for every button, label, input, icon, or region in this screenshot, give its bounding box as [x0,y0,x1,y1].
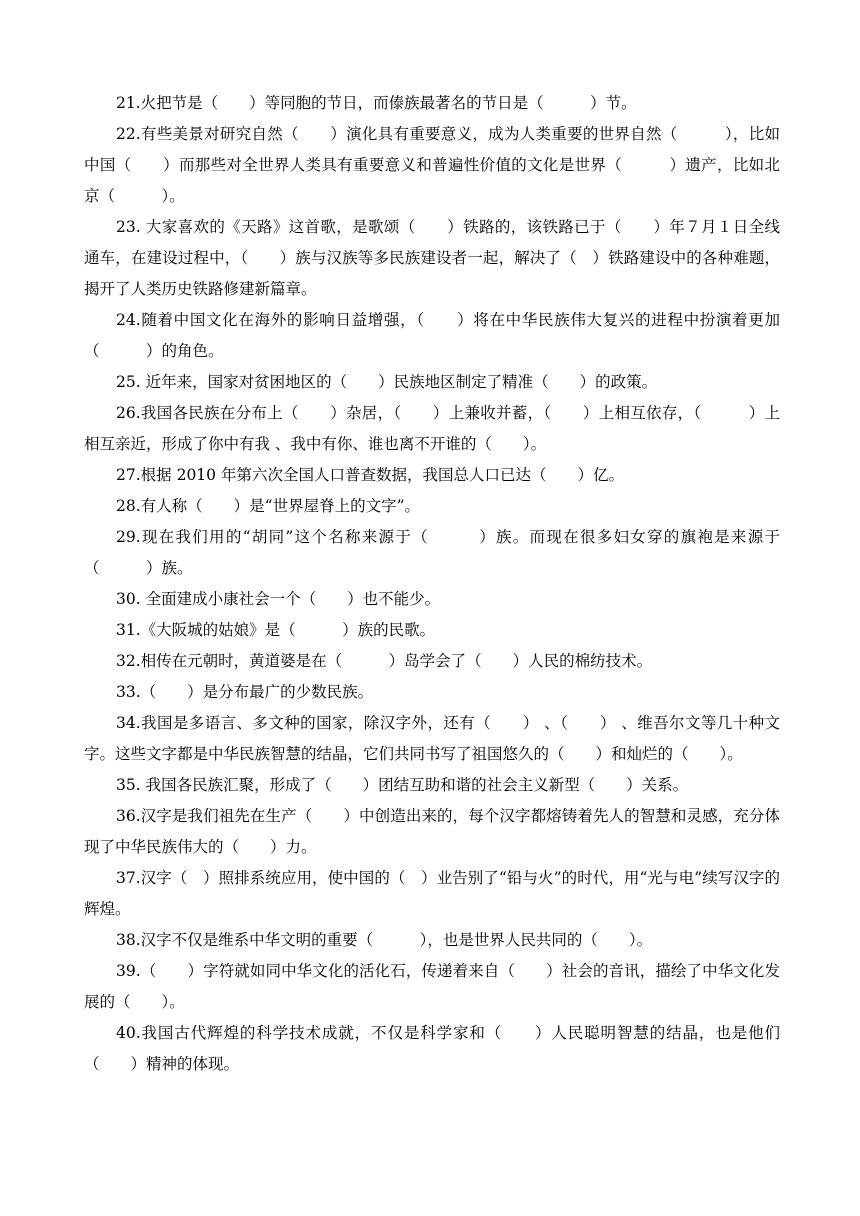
question-21: 21.火把节是（ ）等同胞的节日，而傣族最著名的节日是（ ）节。 [116,94,637,112]
question-27: 27.根据 2010 年第六次全国人口普查数据，我国总人口已达（ ）亿。 [116,466,624,484]
question-23: 23. 大家喜欢的《天路》这首歌，是歌颂（ ）铁路的，该铁路已于（ ）年７月１日全线通车，在建设过程中，（ ）族与汉族等多民族建设者一起，解决了（ ）铁路建设中的各种难题，揭开了人类历史铁路修建新篇章。 [84,218,780,298]
worksheet-page [84,88,780,1080]
question-22: 22.有些美景对研究自然（ ）演化具有重要意义，成为人类重要的世界自然（ ），比如中国（ ）而那些对全世界人类具有重要意义和普遍性价值的文化是世界（ ）遗产，比如北京（ ）。 [84,125,780,205]
question-38: 38.汉字不仅是维系中华文明的重要（ ），也是世界人民共同的（ ）。 [116,931,653,949]
question-31: 31.《大阪城的姑娘》是（ ）族的民歌。 [116,621,436,639]
question-28: 28.有人称（ ）是“世界屋脊上的文字”。 [116,497,420,515]
question-25: 25. 近年来，国家对贫困地区的（ ）民族地区制定了精准（ ）的政策。 [116,373,658,391]
question-36: 36.汉字是我们祖先在生产（ ）中创造出来的，每个汉字都熔铸着先人的智慧和灵感，充分体现了中华民族伟大的（ ）力。 [84,807,780,856]
question-39: 39.（ ）字符就如同中华文化的活化石，传递着来自（ ）社会的音讯，描绘了中华文化发展的（ ）。 [84,962,780,1011]
question-37: 37.汉字（ ）照排系统应用，使中国的（ ）业告别了“铅与火”的时代，用“光与电”续写汉字的辉煌。 [84,869,780,918]
question-35: 35. 我国各民族汇聚，形成了（ ）团结互助和谐的社会主义新型（ ）关系。 [116,776,689,794]
question-24: 24.随着中国文化在海外的影响日益增强，（ ）将在中华民族伟大复兴的进程中扮演着更加（ ）的角色。 [84,311,780,360]
question-30: 30. 全面建成小康社会一个（ ）也不能少。 [116,590,441,608]
question-40: 40.我国古代辉煌的科学技术成就，不仅是科学家和（ ）人民聪明智慧的结晶，也是他们（ ）精神的体现。 [84,1024,780,1073]
question-29: 29.现在我们用的“胡同”这个名称来源于（ ）族。而现在很多妇女穿的旗袍是来源于（ ）族。 [84,528,780,577]
question-34: 34.我国是多语言、多文种的国家，除汉字外，还有（ ） 、（ ） 、维吾尔文等几十种文字。这些文字都是中华民族智慧的结晶，它们共同书写了祖国悠久的（ ）和灿烂的（ ）。 [84,714,780,763]
question-33: 33.（ ）是分布最广的少数民族。 [116,683,374,701]
question-26: 26.我国各民族在分布上（ ）杂居，（ ）上兼收并蓄，（ ）上相互依存，（ ）上相互亲近，形成了你中有我 、我中有你、谁也离不开谁的（ ）。 [84,404,780,453]
question-32: 32.相传在元朝时，黄道婆是在（ ）岛学会了（ ）人民的棉纺技术。 [116,652,653,670]
